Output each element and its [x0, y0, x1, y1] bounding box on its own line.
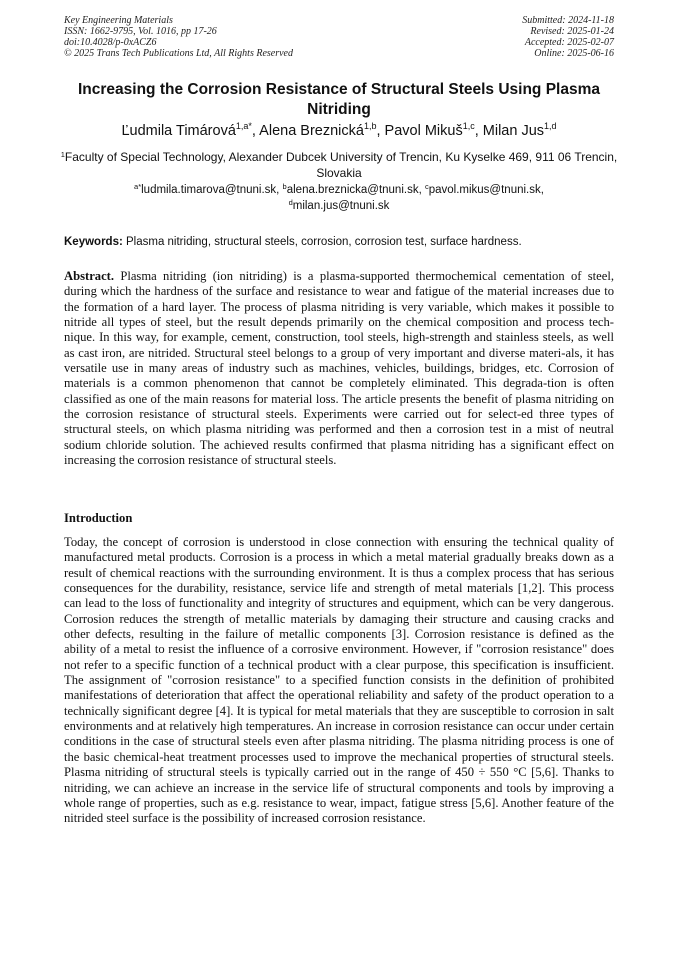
abstract-text: Plasma nitriding (ion nitriding) is a plasma-supported thermochemical cementation of steel, during which the hardness of the surface and resistance to wear and fatigue of the material increases due to the formation of a hard layer. The process of plasma nitriding is very variable, which makes it possible to nitride all types of steel, but the result depends primarily on the chemical composition and process tech-nique. In this way, for example, cement, construction, tool steels, high-strength and stainless steels, as well as cast iron, are nitrided. Structural steel belongs to a group of very important and diverse materi-als, it has versatile use in many areas of industry such as machines, vehicles, buildings, bridges, etc. Corrosion of materials is a common phenomenon that cannot be completely eliminated. This degrada-tion is often classified as one of the main reasons for material loss. The article presents the benefit of plasma nitriding on the corrosion resistance of structural steels. Experiments were carried out for select-ed three types of structural steels, on which plasma nitriding was performed and then a corrosion test in a mist of neutral sodium chloride solution. The achieved results confirmed that plasma nitriding has a significant effect on increasing the corrosion resistance of structural steels. [64, 269, 614, 468]
author-affil-mark: 1,b [363, 121, 377, 131]
email-address[interactable]: pavol.mikus@tnuni.sk, [428, 184, 544, 196]
affiliation-mark: 1 [60, 150, 65, 159]
introduction-text: Today, the concept of corrosion is understood in close connection with ensuring the technical quality of manufactured metal products. Corrosion is a process in which a metal material gradually breaks down as a result of chemical reactions with the surrounding environment. It is thus a complex process that has serious consequences for the durability, resistance, service life and strength of metal materials [1,2]. This process can lead to the loss of functionality and integrity of structures and equipment, which can be very dangerous. Corrosion reduces the strength of metallic materials by damaging their structure and causing cracks and other defects, resulting in the failure of metallic components [3]. Corrosion resistance is defined as the ability of a metal to resist the influence of a corrosive environment. However, if "corrosion resistance" does not refer to a specific function of a technical product with a clear purpose, this specification is insufficient. The assignment of "corrosion resistance" to a specified function consists in the definition of prohibited manifestations of deterioration that affect the operational reliability and safety of the product operation to a technically significant degree [4]. It is typical for metal materials that they are susceptible to corrosion in salt environments and at relatively high temperatures. An increase in corrosion resistance can occur under certain conditions in the case of structural steels even after plasma nitriding. The plasma nitriding process is one of the basic chemical-heat treatment processes used to improve the mechanical properties of structural steels. Plasma nitriding of structural steels is typically carried out in the range of 450 ÷ 550 °C [5,6]. Thanks to nitriding, we can achieve an increase in the service life of structural components and tools by improving a whole range of properties, such as e.g. resistance to wear, impact, fatigue stress [5,6]. Another feature of the nitrided steel surface is the possibility of increased corrosion resistance. [64, 535, 614, 826]
author-name: Ľudmila Timárová [121, 123, 236, 139]
author-separator: , [251, 123, 260, 139]
author-name: Pavol Mikuš [384, 123, 463, 139]
abstract [64, 269, 614, 468]
online-date: Online: 2025-06-16 [534, 48, 614, 59]
author-affil-mark: 1,a* [235, 121, 252, 131]
email-mark: a* [134, 182, 142, 191]
author-list [40, 121, 638, 141]
email-address[interactable]: milan.jus@tnuni.sk [292, 200, 390, 212]
introduction-heading: Introduction [64, 511, 133, 525]
paper-title: Increasing the Corrosion Resistance of Structural Steels Using Plasma Nitriding [78, 81, 600, 118]
email-address[interactable]: ludmila.timarova@tnuni.sk, [141, 184, 283, 196]
author-affil-mark: 1,d [544, 121, 557, 131]
abstract-label: Abstract. [64, 269, 115, 283]
submitted-date: Submitted: 2024-11-18 [522, 15, 614, 26]
email-mark: c [424, 182, 429, 191]
issn-line: ISSN: 1662-9795, Vol. 1016, pp 17-26 [64, 26, 217, 37]
journal-name: Key Engineering Materials [64, 15, 173, 26]
email-mark: d [288, 198, 293, 207]
revised-date: Revised: 2025-01-24 [530, 26, 614, 37]
author-affil-mark: 1,c [462, 121, 475, 131]
affiliation-text: Faculty of Special Technology, Alexander Dubcek University of Trencin, Ku Kyselke 469, 911 06 Trencin, Slovakia [64, 150, 618, 180]
email-address[interactable]: alena.breznicka@tnuni.sk, [286, 184, 425, 196]
accepted-date: Accepted: 2025-02-07 [524, 37, 614, 48]
keywords-text: Plasma nitriding, structural steels, corrosion, corrosion test, surface hardness. [126, 236, 522, 248]
journal-info [64, 15, 293, 59]
keywords [64, 234, 624, 250]
copyright-line: © 2025 Trans Tech Publications Ltd, All Rights Reserved [64, 48, 293, 59]
author-name: Milan Jus [482, 123, 545, 139]
email-list [56, 182, 622, 214]
keywords-label: Keywords: [64, 236, 123, 248]
doi-line: doi:10.4028/p-0xACZ6 [64, 37, 157, 48]
affiliation [56, 149, 622, 181]
email-mark: b [282, 182, 287, 191]
submission-dates [522, 15, 614, 59]
author-separator: , [474, 123, 483, 139]
author-separator: , [376, 123, 385, 139]
author-name: Alena Breznická [259, 123, 364, 139]
